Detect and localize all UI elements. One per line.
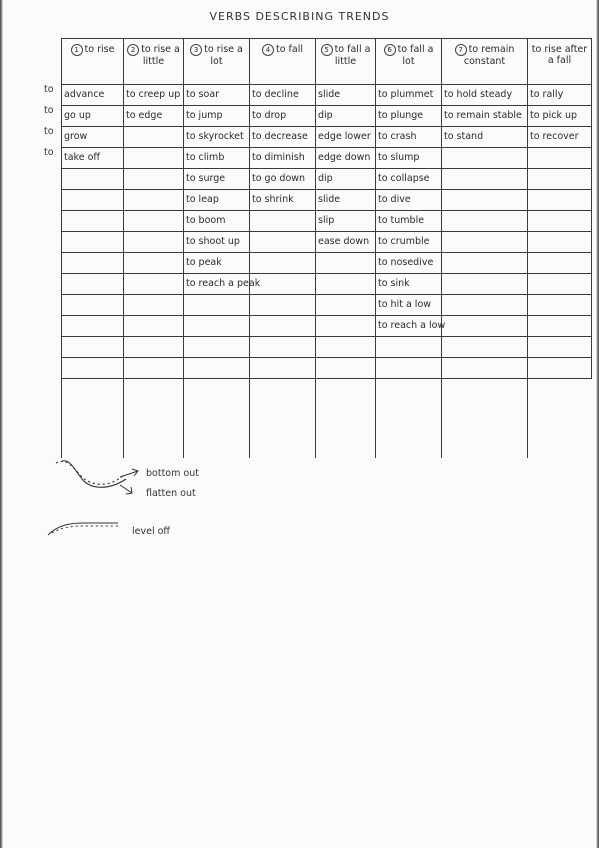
table-cell bbox=[124, 148, 184, 169]
table-cell: to crash bbox=[376, 127, 442, 148]
table-cell bbox=[62, 316, 124, 337]
column-header-label: to fall a lot bbox=[397, 44, 434, 67]
table-cell: advance bbox=[62, 85, 124, 106]
table-cell bbox=[442, 295, 528, 316]
table-cell bbox=[442, 148, 528, 169]
column-number-badge: 2 bbox=[127, 44, 139, 56]
table-column-line bbox=[61, 358, 62, 458]
table-cell bbox=[62, 232, 124, 253]
table-row bbox=[62, 190, 592, 211]
table-cell bbox=[124, 211, 184, 232]
table-column-line bbox=[123, 358, 124, 458]
table-cell: to skyrocket bbox=[184, 127, 250, 148]
table-cell: to dive bbox=[376, 190, 442, 211]
table-cell: to diminish bbox=[250, 148, 316, 169]
table-cell bbox=[184, 295, 250, 316]
table-cell: to shoot up bbox=[184, 232, 250, 253]
table-cell: dip bbox=[316, 106, 376, 127]
table-row bbox=[62, 148, 592, 169]
table-row bbox=[62, 232, 592, 253]
table-cell bbox=[376, 337, 442, 358]
table-column-line bbox=[441, 358, 442, 458]
table-cell: to surge bbox=[184, 169, 250, 190]
table-row bbox=[62, 253, 592, 274]
table-row bbox=[62, 358, 592, 379]
legend-bottom-out: bottom out bbox=[146, 468, 199, 479]
table-cell bbox=[316, 295, 376, 316]
legend-flatten-out: flatten out bbox=[146, 488, 196, 499]
table-cell bbox=[528, 337, 592, 358]
table-cell: to go down bbox=[250, 169, 316, 190]
table-cell: to collapse bbox=[376, 169, 442, 190]
table-cell bbox=[442, 358, 528, 379]
table-cell: to tumble bbox=[376, 211, 442, 232]
column-number-badge: 3 bbox=[190, 44, 202, 56]
table-cell bbox=[528, 274, 592, 295]
table-cell bbox=[528, 211, 592, 232]
table-cell: to boom bbox=[184, 211, 250, 232]
table-cell bbox=[124, 337, 184, 358]
column-header bbox=[62, 39, 124, 85]
table-cell bbox=[528, 169, 592, 190]
table-row bbox=[62, 169, 592, 190]
table-cell: to reach a peak bbox=[184, 274, 250, 295]
column-header bbox=[124, 39, 184, 85]
table-cell bbox=[124, 274, 184, 295]
column-header bbox=[376, 39, 442, 85]
table-cell bbox=[124, 316, 184, 337]
table-cell bbox=[250, 295, 316, 316]
column-header-label: to rise after a fall bbox=[531, 44, 588, 66]
table-row bbox=[62, 295, 592, 316]
table-cell: to hold steady bbox=[442, 85, 528, 106]
table-cell bbox=[442, 253, 528, 274]
table-cell: to decline bbox=[250, 85, 316, 106]
table-cell bbox=[442, 274, 528, 295]
table-cell bbox=[316, 316, 376, 337]
table-cell: dip bbox=[316, 169, 376, 190]
table-cell bbox=[442, 190, 528, 211]
column-number-badge: 5 bbox=[321, 44, 333, 56]
table-cell bbox=[528, 295, 592, 316]
table-cell bbox=[62, 337, 124, 358]
table-row bbox=[62, 316, 592, 337]
table-header-row bbox=[62, 39, 592, 85]
table-cell: to remain stable bbox=[442, 106, 528, 127]
table-cell bbox=[124, 295, 184, 316]
table-cell bbox=[442, 316, 528, 337]
column-header bbox=[184, 39, 250, 85]
row-prefix-label: to bbox=[44, 84, 54, 95]
column-header bbox=[442, 39, 528, 85]
table-cell bbox=[442, 169, 528, 190]
table-cell: to creep up bbox=[124, 85, 184, 106]
table-cell: to jump bbox=[184, 106, 250, 127]
table-cell bbox=[442, 211, 528, 232]
table-cell bbox=[184, 316, 250, 337]
table-cell: edge lower bbox=[316, 127, 376, 148]
table-cell: to peak bbox=[184, 253, 250, 274]
column-number-badge: 1 bbox=[71, 44, 83, 56]
table-cell: to crumble bbox=[376, 232, 442, 253]
table-cell bbox=[124, 253, 184, 274]
column-header bbox=[528, 39, 592, 85]
table-row bbox=[62, 337, 592, 358]
table-row bbox=[62, 127, 592, 148]
table-cell bbox=[184, 337, 250, 358]
table-row bbox=[62, 211, 592, 232]
table-cell: to hit a low bbox=[376, 295, 442, 316]
legend-level-off: level off bbox=[132, 526, 170, 537]
table-column-line bbox=[183, 358, 184, 458]
table-cell bbox=[124, 232, 184, 253]
table-cell bbox=[250, 232, 316, 253]
table-cell: to sink bbox=[376, 274, 442, 295]
table-cell: to edge bbox=[124, 106, 184, 127]
table-cell bbox=[62, 211, 124, 232]
table-cell bbox=[184, 358, 250, 379]
column-header-label: to remain constant bbox=[463, 44, 515, 67]
table-cell bbox=[62, 274, 124, 295]
table-cell bbox=[316, 337, 376, 358]
table-column-line bbox=[375, 358, 376, 458]
table-cell: to pick up bbox=[528, 106, 592, 127]
column-header-label: to rise a lot bbox=[204, 44, 243, 67]
table-cell bbox=[316, 253, 376, 274]
table-cell: slide bbox=[316, 190, 376, 211]
table-cell: to nosedive bbox=[376, 253, 442, 274]
table-cell: to slump bbox=[376, 148, 442, 169]
row-prefix-label: to bbox=[44, 105, 54, 116]
table-cell: to plummet bbox=[376, 85, 442, 106]
table-cell: to plunge bbox=[376, 106, 442, 127]
table-cell bbox=[124, 190, 184, 211]
legend-arrow-icons bbox=[116, 463, 146, 499]
table-cell bbox=[442, 337, 528, 358]
table-cell bbox=[62, 190, 124, 211]
level-off-sketch-icon bbox=[44, 515, 124, 539]
table-cell bbox=[62, 169, 124, 190]
page-title: VERBS DESCRIBING TRENDS bbox=[209, 10, 390, 23]
table-cell: to reach a low bbox=[376, 316, 442, 337]
scan-edge-left bbox=[0, 0, 3, 848]
table-cell bbox=[250, 211, 316, 232]
table-cell bbox=[62, 253, 124, 274]
table-cell: to rally bbox=[528, 85, 592, 106]
table-cell: to stand bbox=[442, 127, 528, 148]
table-cell: ease down bbox=[316, 232, 376, 253]
column-header-label: to fall a little bbox=[334, 44, 371, 67]
table-cell bbox=[250, 316, 316, 337]
table-cell: to leap bbox=[184, 190, 250, 211]
column-header-label: to rise a little bbox=[141, 44, 180, 67]
table-cell bbox=[528, 358, 592, 379]
table-cell bbox=[124, 358, 184, 379]
table-column-line bbox=[249, 358, 250, 458]
table-cell bbox=[250, 253, 316, 274]
table-cell: to recover bbox=[528, 127, 592, 148]
column-number-badge: 4 bbox=[262, 44, 274, 56]
table-cell bbox=[528, 190, 592, 211]
table-cell: take off bbox=[62, 148, 124, 169]
table-cell bbox=[62, 358, 124, 379]
table-cell: slide bbox=[316, 85, 376, 106]
table-cell: to climb bbox=[184, 148, 250, 169]
column-number-badge: 7 bbox=[455, 44, 467, 56]
column-header-label: to fall bbox=[275, 44, 303, 55]
column-header-label: to rise bbox=[84, 44, 115, 55]
table-cell: to drop bbox=[250, 106, 316, 127]
column-number-badge: 6 bbox=[384, 44, 396, 56]
table-cell bbox=[528, 148, 592, 169]
table-cell: to shrink bbox=[250, 190, 316, 211]
table-cell bbox=[250, 358, 316, 379]
table-row bbox=[62, 85, 592, 106]
column-header bbox=[316, 39, 376, 85]
table-column-line bbox=[527, 358, 528, 458]
column-header bbox=[250, 39, 316, 85]
table-cell: slip bbox=[316, 211, 376, 232]
table-cell bbox=[124, 127, 184, 148]
trend-verbs-table-area bbox=[61, 38, 591, 433]
table-cell bbox=[124, 169, 184, 190]
table-cell bbox=[250, 337, 316, 358]
table-cell bbox=[528, 253, 592, 274]
table-cell: to soar bbox=[184, 85, 250, 106]
table-cell: go up bbox=[62, 106, 124, 127]
table-cell bbox=[316, 274, 376, 295]
table-row bbox=[62, 274, 592, 295]
trend-verbs-table bbox=[61, 38, 592, 379]
table-cell bbox=[528, 316, 592, 337]
table-cell: grow bbox=[62, 127, 124, 148]
table-cell: to decrease bbox=[250, 127, 316, 148]
row-prefix-label: to bbox=[44, 126, 54, 137]
table-cell: edge down bbox=[316, 148, 376, 169]
table-column-line bbox=[315, 358, 316, 458]
table-cell bbox=[528, 232, 592, 253]
table-cell bbox=[62, 295, 124, 316]
table-cell bbox=[376, 358, 442, 379]
row-prefix-label: to bbox=[44, 147, 54, 158]
table-cell bbox=[316, 358, 376, 379]
table-cell bbox=[442, 232, 528, 253]
table-row bbox=[62, 106, 592, 127]
